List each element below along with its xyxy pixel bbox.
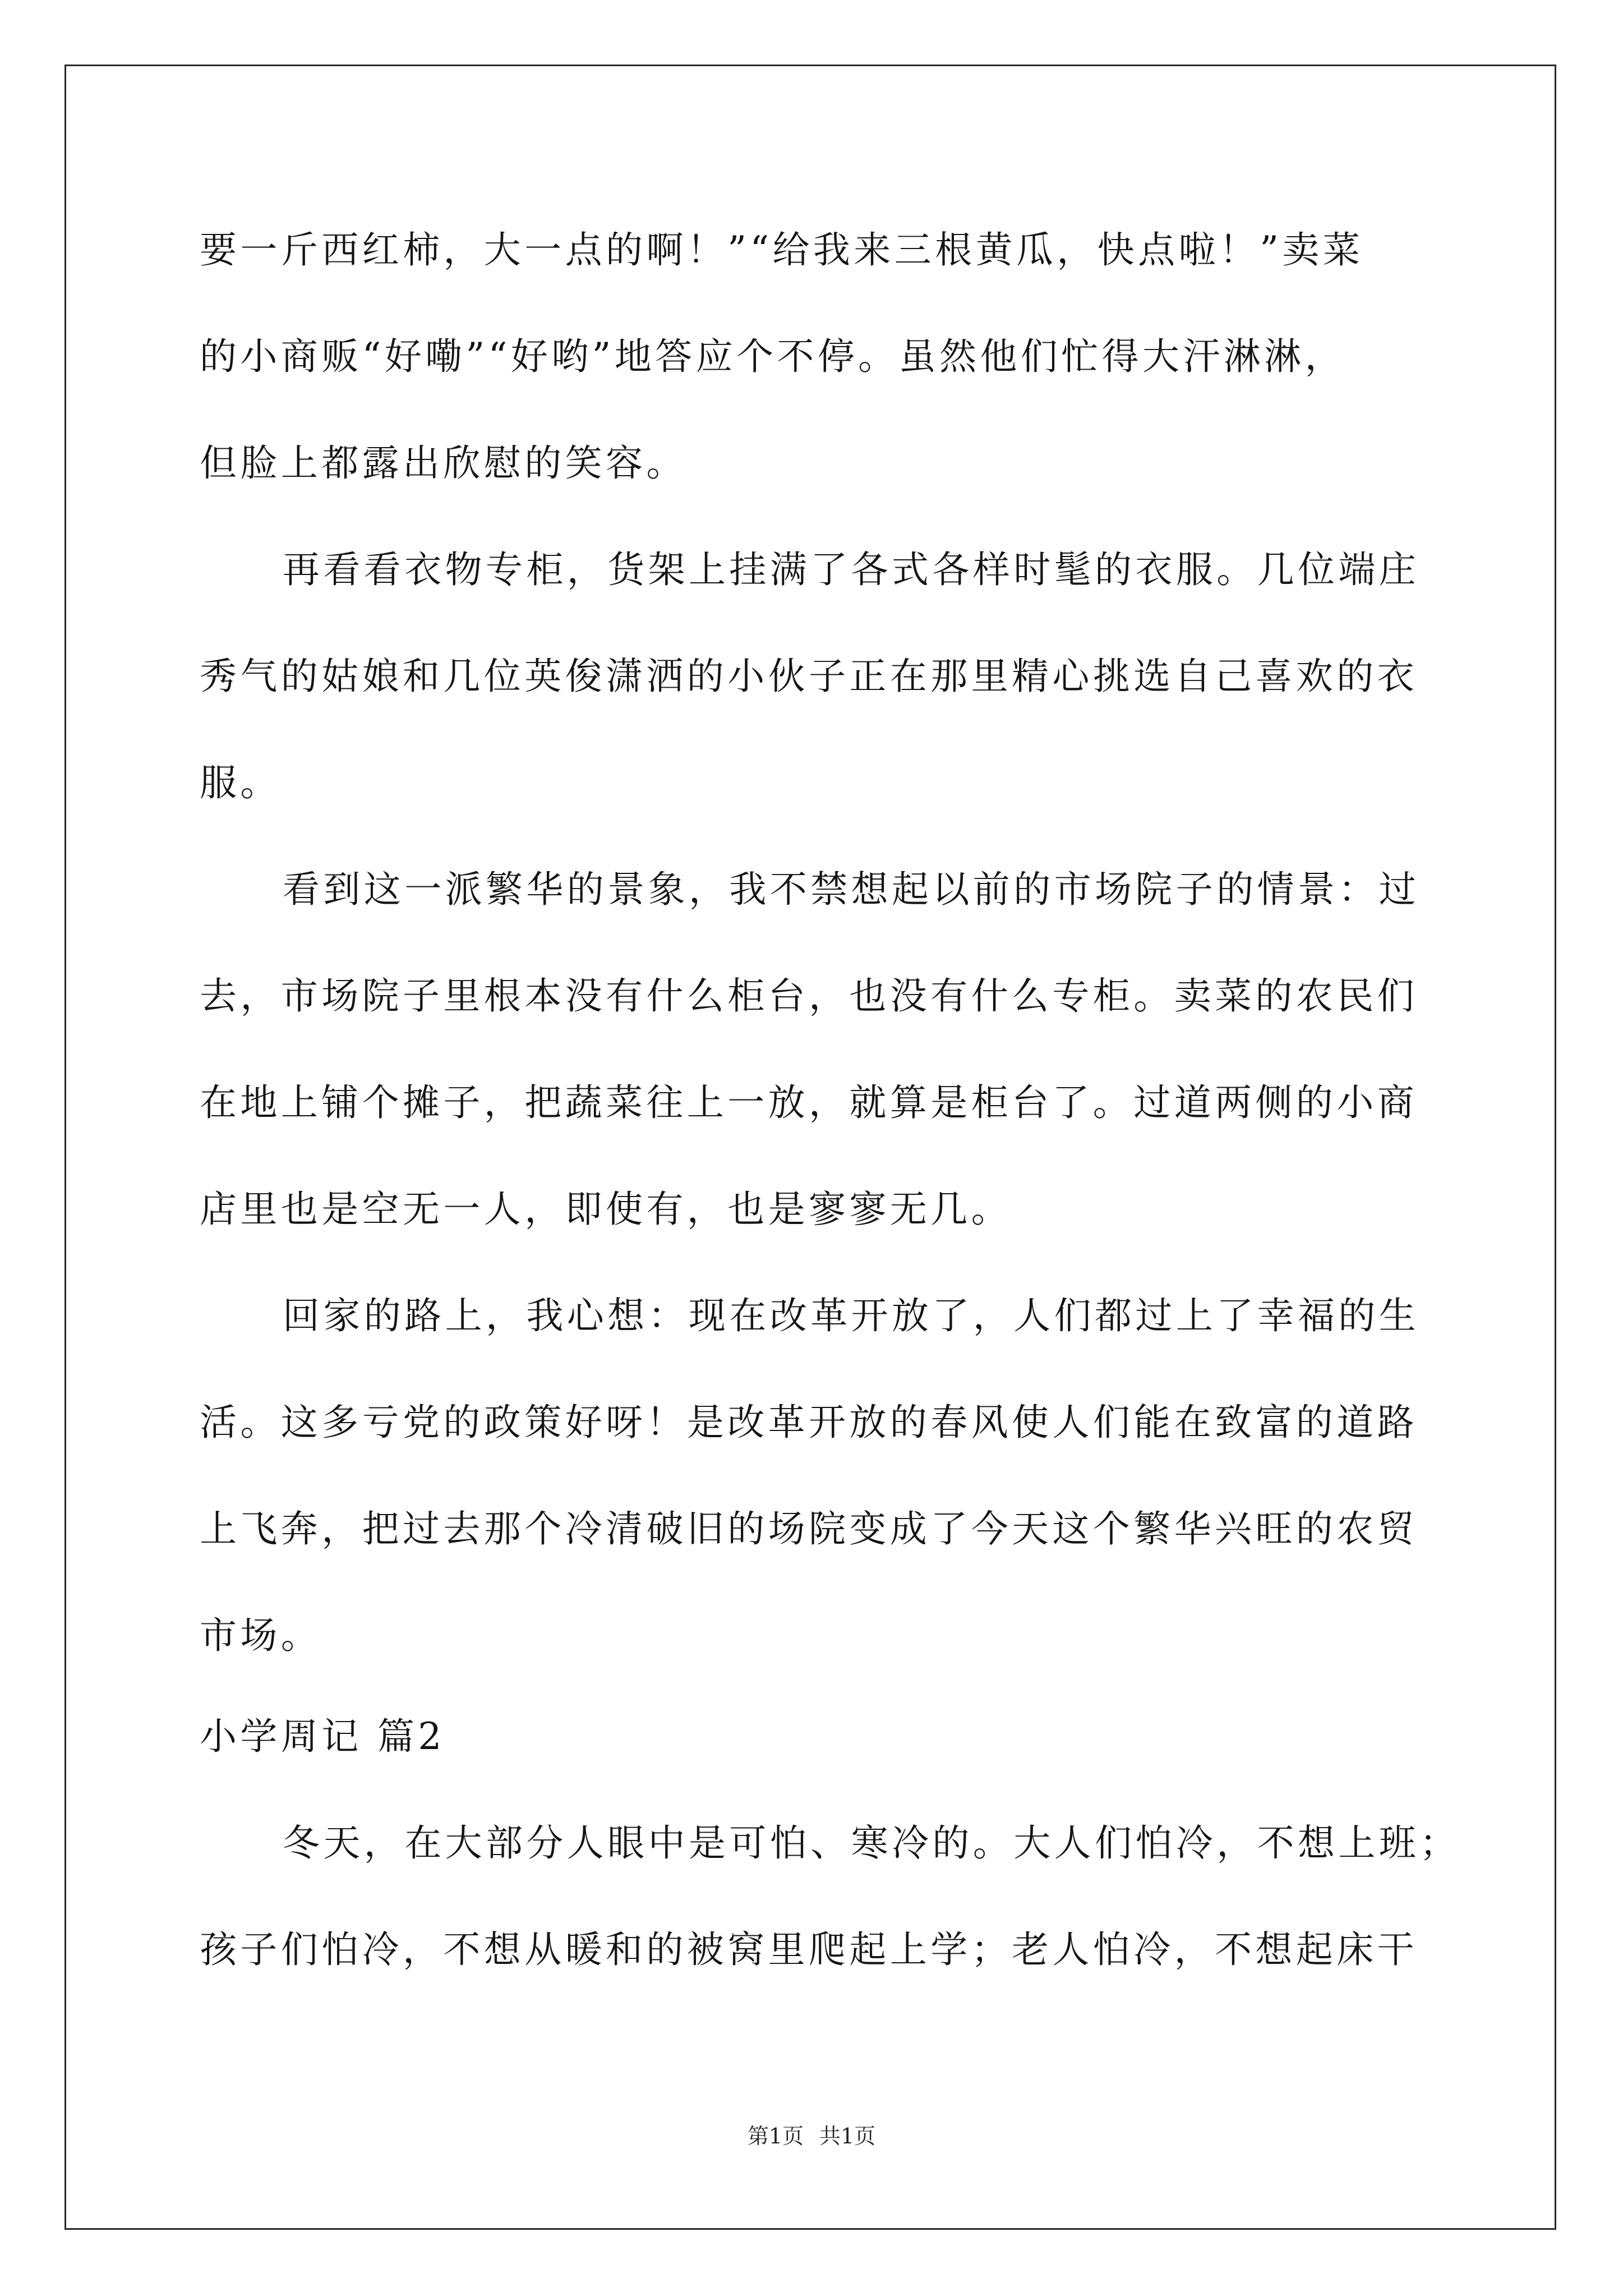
text-line: 要一斤西红柿，大一点的啊！”“给我来三根黄瓜，快点啦！”卖菜: [200, 228, 1364, 272]
text-line: 店里也是空无一人，即使有，也是寥寥无几。: [200, 1188, 1012, 1231]
text-line: 但脸上都露出欣慰的笑容。: [200, 441, 687, 485]
page-number: 第1页: [747, 2124, 804, 2148]
paragraph-first-line: 回家的路上，我心想：现在改革开放了，人们都过上了幸福的生: [283, 1294, 1420, 1337]
text-line: 的小商贩“好嘞”“好哟”地答应个不停。虽然他们忙得大汗淋淋，: [200, 335, 1345, 378]
text-line: 去，市场院子里根本没有什么柜台，也没有什么专柜。卖菜的农民们: [200, 974, 1418, 1018]
page-total: 共1页: [819, 2124, 876, 2148]
text-line: 活。这多亏党的政策好呀！是改革开放的春风使人们能在致富的道路: [200, 1401, 1418, 1444]
paragraph-first-line: 冬天，在大部分人眼中是可怕、寒冷的。大人们怕冷，不想上班；: [283, 1821, 1460, 1865]
text-line: 孩子们怕冷，不想从暖和的被窝里爬起上学；老人怕冷，不想起床干: [200, 1928, 1418, 1971]
text-line: 在地上铺个摊子，把蔬菜往上一放，就算是柜台了。过道两侧的小商: [200, 1081, 1418, 1124]
section-heading: 小学周记 篇2: [200, 1715, 445, 1758]
text-line: 市场。: [200, 1614, 322, 1657]
page-footer: [0, 2119, 1623, 2153]
text-line: 服。: [200, 761, 281, 804]
text-line: 秀气的姑娘和几位英俊潇洒的小伙子正在那里精心挑选自己喜欢的衣: [200, 655, 1418, 698]
text-line: 上飞奔，把过去那个冷清破旧的场院变成了今天这个繁华兴旺的农贸: [200, 1507, 1418, 1550]
paragraph-first-line: 再看看衣物专柜，货架上挂满了各式各样时髦的衣服。几位端庄: [283, 548, 1420, 591]
paragraph-first-line: 看到这一派繁华的景象，我不禁想起以前的市场院子的情景：过: [283, 868, 1420, 911]
